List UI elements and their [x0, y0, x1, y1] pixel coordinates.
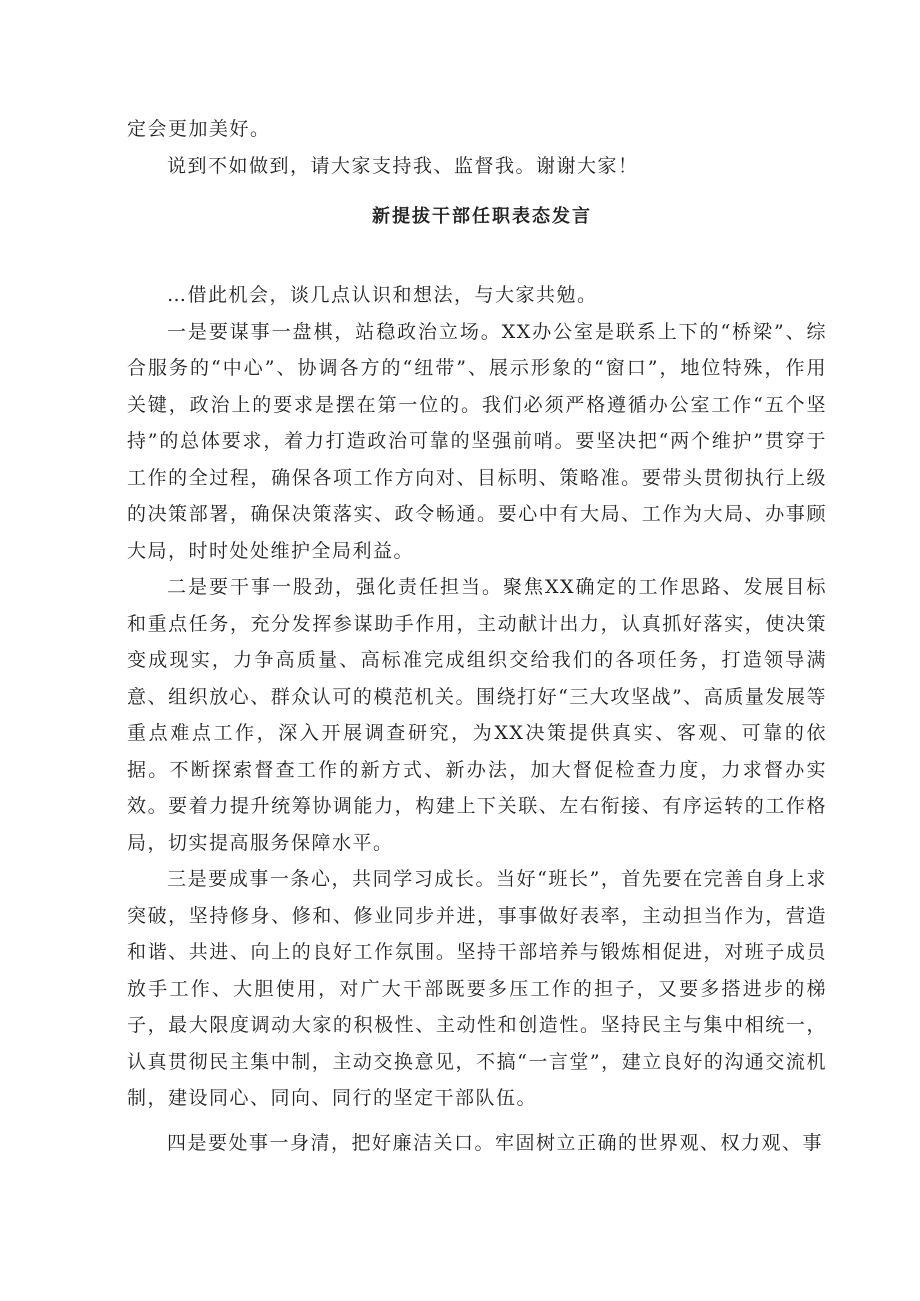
- paragraph-intro: …借此机会，谈几点认识和想法，与大家共勉。: [167, 284, 598, 306]
- paragraph-point-3: 三是要成事一条心，共同学习成长。当好“班长”，首先要在完善自身上求突破，坚持修身、修和、修业同步并进，事事做好表率，主动担当作为，营造和谐、共进、向上的良好工作氛围。坚持干部培养与锻炼相促进，对班子成员放手工作、大胆使用，对广大干部既要多压工作的担子，又要多搭进步的梯子，最大限度调动大家的积极性、主动性和创造性。坚持民主与集中相统一，认真贯彻民主集中制，主动交换意见，不搞“一言堂”，建立良好的沟通交流机制，建设同心、同向、同行的坚定干部队伍。: [127, 868, 827, 1109]
- document-title: 新提拔干部任职表态发言: [372, 206, 592, 227]
- paragraph-point-1: 一是要谋事一盘棋，站稳政治立场。XX办公室是联系上下的“桥梁”、综合服务的“中心”、协调各方的“纽带”、展示形象的“窗口”，地位特殊，作用关键，政治上的要求是摆在第一位的。我们必须严格遵循办公室工作“五个坚持”的总体要求，着力打造政治可靠的坚强前哨。要坚决把“两个维护”贯穿于工作的全过程，确保各项工作方向对、目标明、策略准。要带头贯彻执行上级的决策部署，确保决策落实、政令畅通。要心中有大局、工作为大局、办事顾大局，时时处处维护全局利益。: [127, 320, 827, 562]
- document-body: [127, 111, 827, 1161]
- closing-text: 说到不如做到，请大家支持我、监督我。谢谢大家！: [167, 154, 639, 177]
- paragraph-point-2: 二是要干事一股劲，强化责任担当。聚焦XX确定的工作思路、发展目标和重点任务，充分发挥参谋助手作用，主动献计出力，认真抓好落实，使决策变成现实，力争高质量、高标准完成组织交给我们的各项任务，打造领导满意、组织放心、群众认可的模范机关。围绕打好“三大攻坚战”、高质量发展等重点难点工作，深入开展调查研究，为XX决策提供真实、客观、可靠的依据。不断探索督查工作的新方式、新办法，加大督促检查力度，力求督办实效。要着力提升统筹协调能力，构建上下关联、左右衔接、有序运转的工作格局，切实提高服务保障水平。: [127, 576, 827, 854]
- paragraph-point-4: 四是要处事一身清，把好廉洁关口。牢固树立正确的世界观、权力观、事: [167, 1131, 824, 1154]
- lead-tail-text: 定会更加美好。: [127, 118, 271, 140]
